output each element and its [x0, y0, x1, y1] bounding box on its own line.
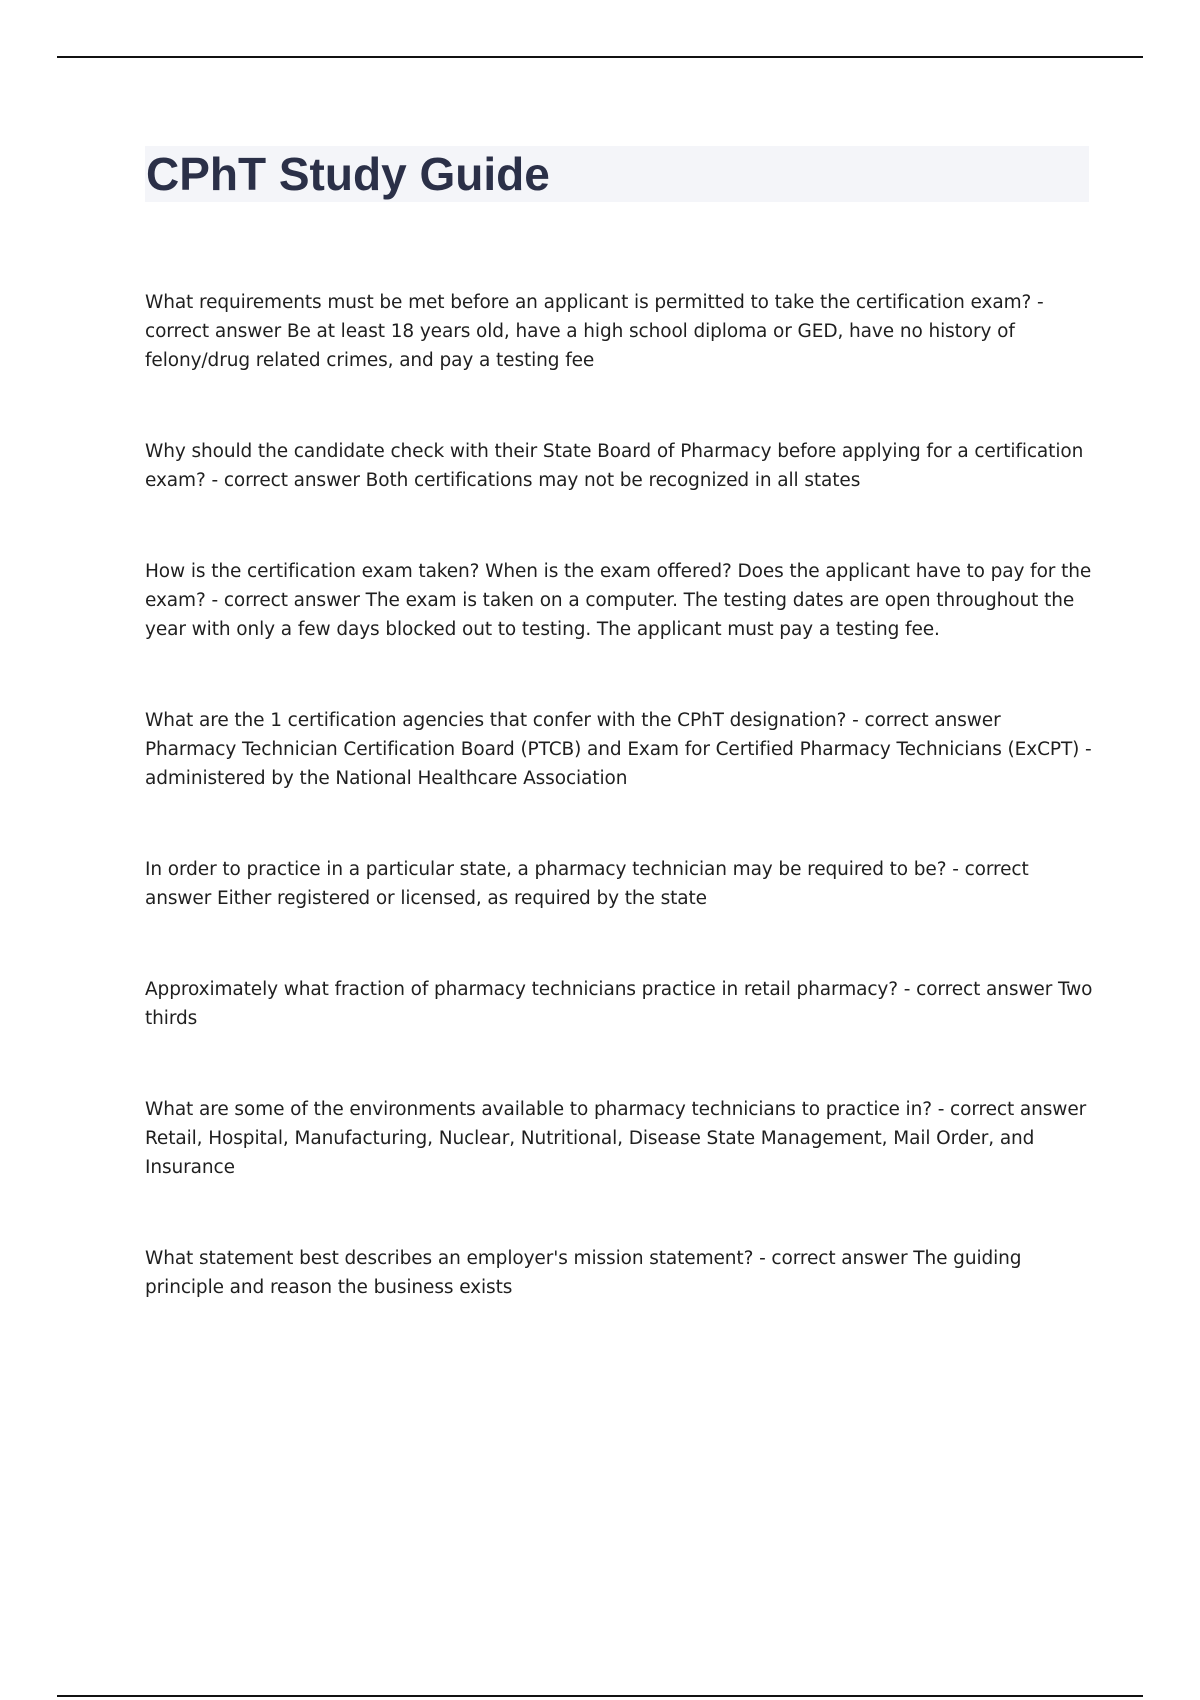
qa-item-4: What are the 1 certification agencies that confer with the CPhT designation? - correct answer Pharmacy Technician Certification Board (PTCB) and Exam for Certified Pharmacy Technicians (ExCPT) - administered by the National Healthcare Association — [145, 710, 1092, 789]
qa-item-8: What statement best describes an employer's mission statement? - correct answer The guiding principle and reason the business exists — [145, 1248, 1022, 1298]
top-rule — [57, 56, 1143, 58]
qa-item-5: In order to practice in a particular state, a pharmacy technician may be required to be? - correct answer Either registered or licensed, as required by the state — [145, 859, 1029, 909]
bottom-rule — [57, 1695, 1143, 1697]
qa-list — [145, 288, 1095, 1302]
qa-item-2: Why should the candidate check with their State Board of Pharmacy before applying for a certification exam? - correct answer Both certifications may not be recognized in all states — [145, 441, 1084, 491]
qa-item-3: How is the certification exam taken? When is the exam offered? Does the applicant have to pay for the exam? - correct answer The exam is taken on a computer. The testing dates are open throughout the year with only a few days blocked out to testing. The applicant must pay a testing fee. — [145, 561, 1092, 640]
qa-item-6: Approximately what fraction of pharmacy technicians practice in retail pharmacy? - correct answer Two thirds — [145, 979, 1093, 1029]
qa-item-7: What are some of the environments available to pharmacy technicians to practice in? - correct answer Retail, Hospital, Manufacturing, Nuclear, Nutritional, Disease State Management, Mail Order, and Insurance — [145, 1099, 1087, 1178]
page-title: CPhT Study Guide — [146, 148, 550, 200]
qa-item-1: What requirements must be met before an applicant is permitted to take the certification exam? - correct answer Be at least 18 years old, have a high school diploma or GED, have no history of felony/drug related crimes, and pay a testing fee — [145, 292, 1044, 371]
